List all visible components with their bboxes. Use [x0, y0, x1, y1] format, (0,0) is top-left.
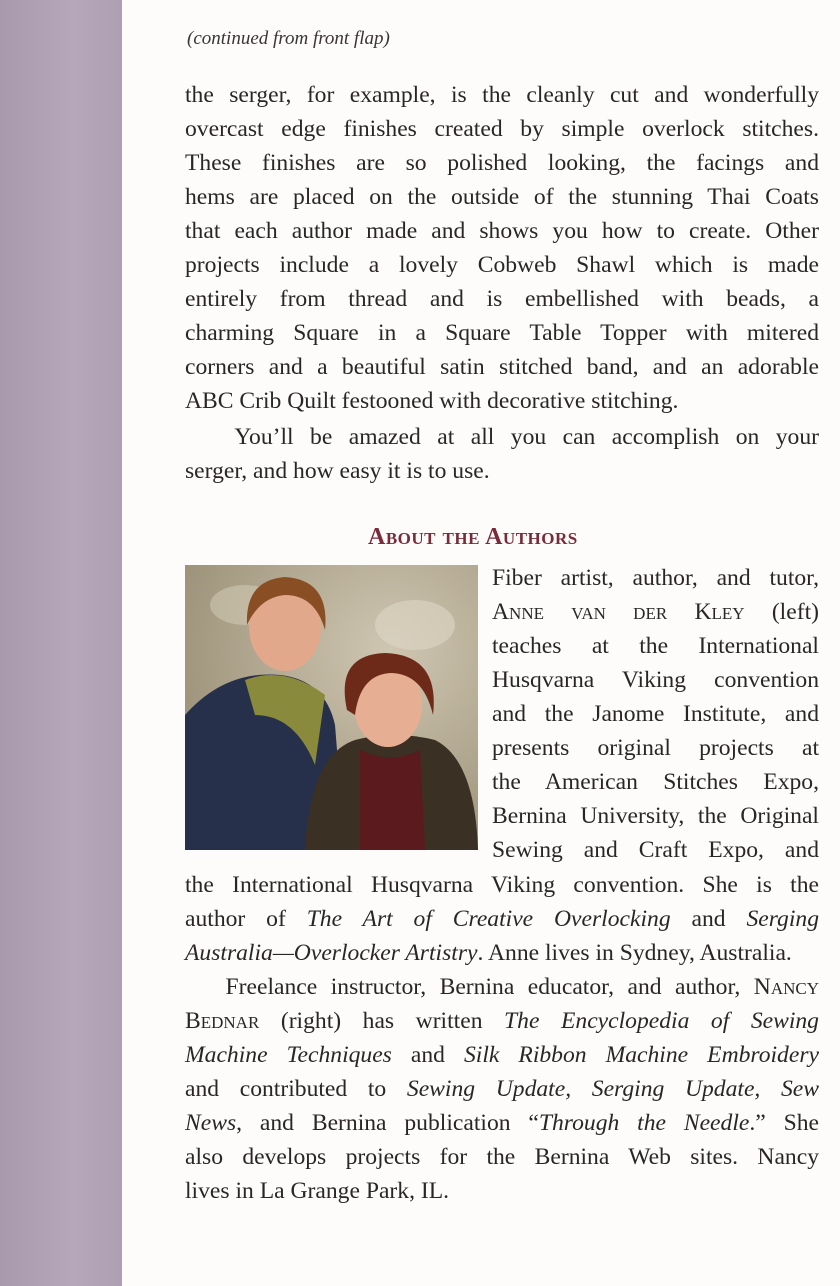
authors-photo: [185, 565, 478, 850]
text-line: [492, 697, 819, 731]
text-segment: You’ll be amazed at all you can accomplish on your: [185, 424, 819, 450]
text-line: [492, 595, 819, 629]
text-line: [185, 1038, 819, 1072]
text-segment: Fiber artist, author, and tutor,: [492, 565, 819, 591]
text-segment: , and Bernina publication “: [236, 1110, 539, 1136]
text-line: [185, 112, 819, 146]
text-segment: and: [391, 1042, 464, 1068]
text-line: [185, 1072, 819, 1106]
text-line: [185, 1140, 819, 1174]
text-segment: Husqvarna Viking convention: [492, 667, 819, 693]
text-segment: teaches at the International: [492, 633, 819, 659]
authors-photo-illustration: [185, 565, 478, 850]
text-segment: serger, and how easy it is to use.: [185, 458, 490, 484]
text-segment: Freelance instructor, Bernina educator, and author,: [185, 974, 754, 1000]
text-segment: . Anne lives in Sydney, Australia.: [477, 940, 792, 966]
text-line: [185, 420, 819, 454]
text-segment: and the Janome Institute, and: [492, 701, 819, 727]
text-line: [185, 78, 819, 112]
text-line: [185, 180, 819, 214]
text-segment: the American Stitches Expo,: [492, 769, 819, 795]
text-line: [492, 799, 819, 833]
text-segment: hems are placed on the outside of the stunning Thai Coats: [185, 184, 819, 210]
text-segment: These finishes are so polished looking, the facings and: [185, 150, 819, 176]
text-line: [185, 350, 819, 384]
text-segment: the serger, for example, is the cleanly cut and wonderfully: [185, 82, 819, 108]
text-segment: .” She: [749, 1110, 819, 1136]
text-line: [185, 1004, 819, 1038]
text-line: [185, 970, 819, 1004]
text-line: [492, 561, 819, 595]
text-segment: corners and a beautiful satin stitched band, and an adorable: [185, 354, 819, 380]
text-segment: ABC Crib Quilt festooned with decorative stitching.: [185, 388, 679, 414]
text-segment: Sewing and Craft Expo, and: [492, 837, 819, 863]
author-name: Nancy: [753, 974, 819, 1000]
text-segment: projects include a lovely Cobweb Shawl which is made: [185, 252, 819, 278]
book-title-text: Sewing Update, Serging Update, Sew: [406, 1076, 819, 1102]
text-line: [185, 936, 819, 970]
author-name: Anne van der Kley: [492, 599, 745, 625]
text-segment: that each author made and shows you how to create. Other: [185, 218, 819, 244]
text-segment: lives in La Grange Park, IL.: [185, 1178, 450, 1204]
text-segment: overcast edge finishes created by simple overlock stitches.: [185, 116, 819, 142]
text-line: [492, 731, 819, 765]
text-line: [492, 765, 819, 799]
text-line: [185, 384, 819, 418]
text-line: [185, 868, 819, 902]
text-segment: (right) has written: [259, 1008, 505, 1034]
book-title-text: Serging: [746, 906, 819, 932]
text-line: [492, 833, 819, 867]
text-line: [185, 1174, 819, 1208]
text-line: [185, 1106, 819, 1140]
text-line: [492, 629, 819, 663]
text-line: [185, 902, 819, 936]
text-segment: author of: [185, 906, 307, 932]
continued-note: (continued from front flap): [187, 28, 390, 49]
text-line: [185, 282, 819, 316]
text-segment: and: [670, 906, 747, 932]
book-title-text: News: [185, 1110, 237, 1136]
text-segment: also develops projects for the Bernina Web sites. Nancy: [185, 1144, 819, 1170]
text-line: [185, 214, 819, 248]
text-line: [492, 663, 819, 697]
text-segment: Bernina University, the Original: [492, 803, 819, 829]
author-name: Bednar: [185, 1008, 260, 1034]
book-title-text: Australia—Overlocker Artistry: [185, 940, 478, 966]
section-heading: About the Authors: [368, 524, 578, 550]
book-title-text: Through the Needle: [538, 1110, 750, 1136]
book-title-text: Machine Techniques: [185, 1042, 392, 1068]
text-line: [185, 248, 819, 282]
text-segment: presents original projects at: [492, 735, 819, 761]
text-segment: entirely from thread and is embellished with beads, a: [185, 286, 819, 312]
text-line: [185, 146, 819, 180]
text-segment: charming Square in a Square Table Topper with mitered: [185, 320, 819, 346]
text-line: [185, 454, 819, 488]
text-segment: and contributed to: [185, 1076, 407, 1102]
text-segment: (left): [744, 599, 819, 625]
book-title-text: Silk Ribbon Machine Embroidery: [464, 1042, 819, 1068]
text-line: [185, 316, 819, 350]
text-segment: the International Husqvarna Viking convention. She is the: [185, 872, 819, 898]
cover-color-strip: [0, 0, 122, 1286]
book-title-text: The Encyclopedia of Sewing: [504, 1008, 819, 1034]
book-title-text: The Art of Creative Overlocking: [306, 906, 671, 932]
